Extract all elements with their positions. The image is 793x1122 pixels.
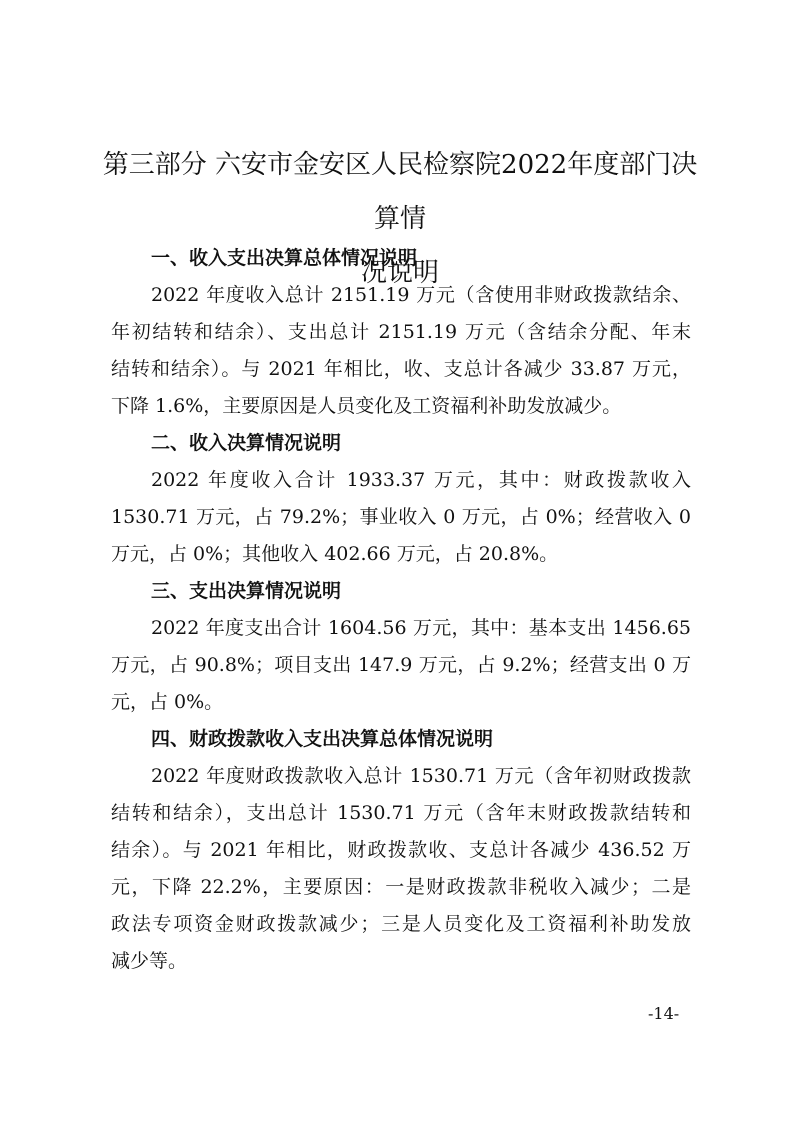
paragraph-line: 万元，占 0%；其他收入 402.66 万元，占 20.8%。 bbox=[111, 543, 559, 565]
title-line-2: 况说明 bbox=[360, 258, 439, 288]
paragraph-line: 2022 年度财政拨款收入总计 1530.71 万元（含年初财政拨款 bbox=[151, 765, 691, 787]
paragraph-line: 1530.71 万元，占 79.2%；事业收入 0 万元，占 0%；经营收入 0 bbox=[111, 506, 691, 528]
section-income bbox=[111, 425, 691, 573]
section-expenditure bbox=[111, 573, 691, 721]
paragraph-line: 结转和结余），支出总计 1530.71 万元（含年末财政拨款结转和 bbox=[111, 802, 691, 824]
paragraph-line: 结余）。与 2021 年相比，财政拨款收、支总计各减少 436.52 万 bbox=[111, 839, 691, 861]
paragraph-line: 元，占 0%。 bbox=[111, 691, 224, 713]
section-fiscal-appropriation bbox=[111, 721, 691, 980]
section-paragraph bbox=[111, 758, 691, 980]
section-income-expenditure-overview bbox=[111, 240, 691, 425]
paragraph-line: 2022 年度支出合计 1604.56 万元，其中：基本支出 1456.65 bbox=[151, 617, 691, 639]
paragraph-line: 年初结转和结余）、支出总计 2151.19 万元（含结余分配、年末 bbox=[111, 321, 691, 343]
paragraph-line: 元，下降 22.2%，主要原因：一是财政拨款非税收入减少；二是 bbox=[111, 876, 691, 898]
paragraph-line: 下降 1.6%，主要原因是人员变化及工资福利补助发放减少。 bbox=[111, 395, 622, 417]
section-paragraph bbox=[111, 277, 691, 425]
section-paragraph bbox=[111, 462, 691, 573]
paragraph-line: 万元，占 90.8%；项目支出 147.9 万元，占 9.2%；经营支出 0 万 bbox=[111, 654, 691, 676]
paragraph-line: 结转和结余）。与 2021 年相比，收、支总计各减少 33.87 万元， bbox=[111, 358, 691, 380]
section-heading: 三、支出决算情况说明 bbox=[151, 580, 342, 602]
document-body bbox=[111, 240, 691, 980]
paragraph-line: 政法专项资金财政拨款减少；三是人员变化及工资福利补助发放 bbox=[111, 913, 691, 935]
title-line-1: 第三部分 六安市金安区人民检察院2022年度部门决算情 bbox=[102, 150, 698, 234]
paragraph-line: 2022 年度收入合计 1933.37 万元，其中：财政拨款收入 bbox=[151, 469, 691, 491]
section-heading: 四、财政拨款收入支出决算总体情况说明 bbox=[151, 728, 494, 750]
page-number: -14- bbox=[648, 1004, 680, 1023]
section-heading: 二、收入决算情况说明 bbox=[151, 432, 342, 454]
paragraph-line: 2022 年度收入总计 2151.19 万元（含使用非财政拨款结余、 bbox=[151, 284, 691, 306]
section-paragraph bbox=[111, 610, 691, 721]
paragraph-line: 减少等。 bbox=[111, 950, 188, 972]
section-heading: 一、收入支出决算总体情况说明 bbox=[151, 247, 418, 269]
